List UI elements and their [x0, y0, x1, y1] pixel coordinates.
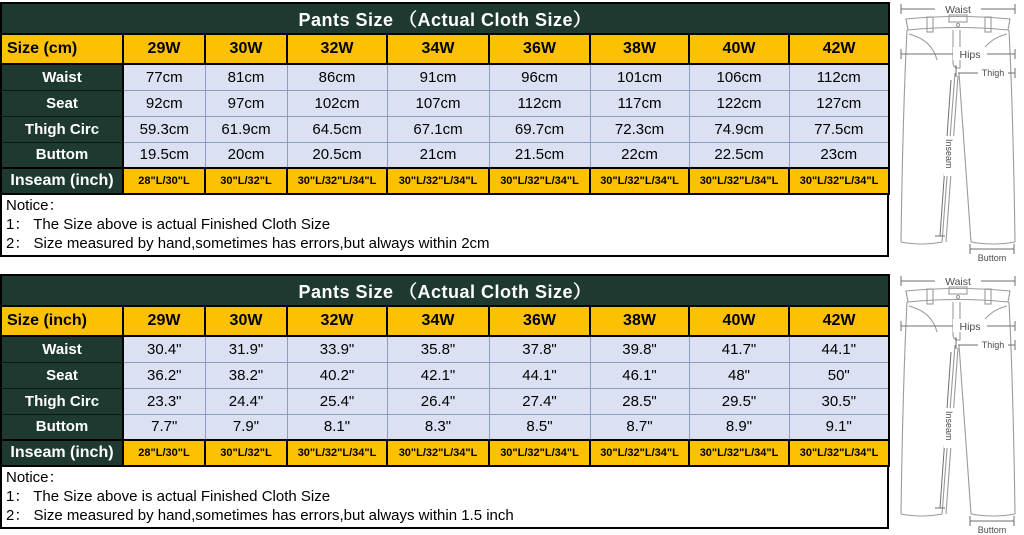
size-value-cell: 35.8" [387, 336, 489, 362]
size-value-cell: 102cm [287, 90, 387, 116]
col-header: 34W [387, 306, 489, 336]
size-value-cell: 97cm [205, 90, 287, 116]
col-header: 38W [590, 34, 689, 64]
pants-outline-drawing [901, 274, 1015, 526]
notice-heading: Notice： [6, 469, 64, 486]
size-value-cell: 20cm [205, 142, 287, 168]
size-value-cell: 7.7" [123, 414, 205, 440]
hips-label: Hips [959, 49, 981, 61]
size-value-cell: 19.5cm [123, 142, 205, 168]
size-value-cell: 8.3" [387, 414, 489, 440]
size-unit-header: Size (cm) [1, 34, 123, 64]
row-label: Thigh Circ [1, 116, 123, 142]
col-header: 38W [590, 306, 689, 336]
inseam-value-cell: 30"L/32"L/34"L [689, 168, 789, 194]
size-value-cell: 31.9" [205, 336, 287, 362]
pants-measurement-diagram [894, 272, 1023, 535]
size-value-cell: 8.5" [489, 414, 590, 440]
size-value-cell: 106cm [689, 64, 789, 90]
size-value-cell: 36.2" [123, 362, 205, 388]
size-value-cell: 42.1" [387, 362, 489, 388]
inseam-label: Inseam [944, 411, 954, 441]
notice-block [0, 195, 889, 257]
pants-size-table-inch [0, 274, 890, 467]
inseam-row-label: Inseam (inch) [1, 440, 123, 466]
col-header: 42W [789, 34, 889, 64]
size-value-cell: 22cm [590, 142, 689, 168]
inseam-value-cell: 30"L/32"L/34"L [287, 168, 387, 194]
size-value-cell: 77.5cm [789, 116, 889, 142]
table-title: Pants Size （Actual Cloth Size） [1, 275, 889, 306]
row-label: Buttom [1, 142, 123, 168]
row-label: Seat [1, 362, 123, 388]
size-value-cell: 30.5" [789, 388, 889, 414]
size-value-cell: 8.9" [689, 414, 789, 440]
size-value-cell: 9.1" [789, 414, 889, 440]
size-value-cell: 21.5cm [489, 142, 590, 168]
size-value-cell: 39.8" [590, 336, 689, 362]
inseam-value-cell: 30"L/32"L/34"L [387, 168, 489, 194]
col-header: 32W [287, 34, 387, 64]
waist-label: Waist [945, 276, 971, 288]
inseam-value-cell: 30"L/32"L/34"L [590, 440, 689, 466]
size-value-cell: 8.7" [590, 414, 689, 440]
inseam-value-cell: 30"L/32"L/34"L [789, 168, 889, 194]
inseam-label: Inseam [944, 139, 954, 169]
notice-heading: Notice： [6, 197, 64, 214]
size-value-cell: 107cm [387, 90, 489, 116]
size-value-cell: 37.8" [489, 336, 590, 362]
size-value-cell: 64.5cm [287, 116, 387, 142]
inseam-value-cell: 30"L/32"L/34"L [489, 168, 590, 194]
col-header: 29W [123, 34, 205, 64]
waist-label: Waist [945, 4, 971, 16]
buttom-label: Buttom [977, 525, 1007, 535]
size-value-cell: 29.5" [689, 388, 789, 414]
size-value-cell: 28.5" [590, 388, 689, 414]
col-header: 40W [689, 34, 789, 64]
size-value-cell: 67.1cm [387, 116, 489, 142]
size-value-cell: 30.4" [123, 336, 205, 362]
size-value-cell: 7.9" [205, 414, 287, 440]
size-value-cell: 59.3cm [123, 116, 205, 142]
size-value-cell: 92cm [123, 90, 205, 116]
size-value-cell: 127cm [789, 90, 889, 116]
size-value-cell: 61.9cm [205, 116, 287, 142]
row-label: Seat [1, 90, 123, 116]
size-value-cell: 44.1" [789, 336, 889, 362]
col-header: 29W [123, 306, 205, 336]
size-value-cell: 23cm [789, 142, 889, 168]
notice-line-1: 1： The Size above is actual Finished Cloth Size [6, 216, 331, 233]
size-value-cell: 50" [789, 362, 889, 388]
size-value-cell: 96cm [489, 64, 590, 90]
size-value-cell: 20.5cm [287, 142, 387, 168]
row-label: Thigh Circ [1, 388, 123, 414]
size-value-cell: 112cm [489, 90, 590, 116]
col-header: 30W [205, 34, 287, 64]
cm-size-section [0, 2, 889, 257]
thigh-label: Thigh [981, 68, 1005, 78]
size-value-cell: 69.7cm [489, 116, 590, 142]
inseam-value-cell: 30"L/32"L/34"L [489, 440, 590, 466]
size-value-cell: 26.4" [387, 388, 489, 414]
size-value-cell: 21cm [387, 142, 489, 168]
inseam-value-cell: 30"L/32"L/34"L [789, 440, 889, 466]
notice-line-2: 2： Size measured by hand,sometimes has errors,but always within 1.5 inch [6, 507, 514, 524]
col-header: 34W [387, 34, 489, 64]
inseam-value-cell: 28"L/30"L [123, 440, 205, 466]
inseam-value-cell: 30"L/32"L/34"L [387, 440, 489, 466]
size-value-cell: 72.3cm [590, 116, 689, 142]
size-value-cell: 46.1" [590, 362, 689, 388]
col-header: 40W [689, 306, 789, 336]
inseam-row-label: Inseam (inch) [1, 168, 123, 194]
inseam-value-cell: 30"L/32"L [205, 168, 287, 194]
size-value-cell: 74.9cm [689, 116, 789, 142]
size-value-cell: 48" [689, 362, 789, 388]
size-value-cell: 27.4" [489, 388, 590, 414]
size-value-cell: 91cm [387, 64, 489, 90]
row-label: Waist [1, 336, 123, 362]
col-header: 36W [489, 34, 590, 64]
size-value-cell: 81cm [205, 64, 287, 90]
inseam-value-cell: 30"L/32"L [205, 440, 287, 466]
thigh-label: Thigh [981, 340, 1005, 350]
size-value-cell: 112cm [789, 64, 889, 90]
inseam-value-cell: 30"L/32"L/34"L [287, 440, 387, 466]
col-header: 42W [789, 306, 889, 336]
size-value-cell: 86cm [287, 64, 387, 90]
size-value-cell: 33.9" [287, 336, 387, 362]
size-value-cell: 8.1" [287, 414, 387, 440]
row-label: Waist [1, 64, 123, 90]
size-value-cell: 24.4" [205, 388, 287, 414]
size-value-cell: 38.2" [205, 362, 287, 388]
pants-measurement-diagram [894, 0, 1023, 263]
size-value-cell: 41.7" [689, 336, 789, 362]
col-header: 30W [205, 306, 287, 336]
size-value-cell: 40.2" [287, 362, 387, 388]
hips-label: Hips [959, 321, 981, 333]
size-value-cell: 22.5cm [689, 142, 789, 168]
pants-outline-drawing [901, 2, 1015, 254]
size-value-cell: 101cm [590, 64, 689, 90]
table-title: Pants Size （Actual Cloth Size） [1, 3, 889, 34]
notice-block [0, 467, 889, 529]
pants-size-table-cm [0, 2, 890, 195]
size-value-cell: 77cm [123, 64, 205, 90]
size-unit-header: Size (inch) [1, 306, 123, 336]
inseam-value-cell: 30"L/32"L/34"L [689, 440, 789, 466]
size-value-cell: 117cm [590, 90, 689, 116]
size-value-cell: 44.1" [489, 362, 590, 388]
buttom-label: Buttom [977, 253, 1007, 263]
size-value-cell: 23.3" [123, 388, 205, 414]
size-value-cell: 25.4" [287, 388, 387, 414]
inseam-value-cell: 28"L/30"L [123, 168, 205, 194]
row-label: Buttom [1, 414, 123, 440]
notice-line-1: 1： The Size above is actual Finished Cloth Size [6, 488, 331, 505]
notice-line-2: 2： Size measured by hand,sometimes has errors,but always within 2cm [6, 235, 490, 252]
size-value-cell: 122cm [689, 90, 789, 116]
inseam-value-cell: 30"L/32"L/34"L [590, 168, 689, 194]
inch-size-section [0, 274, 889, 529]
col-header: 32W [287, 306, 387, 336]
col-header: 36W [489, 306, 590, 336]
